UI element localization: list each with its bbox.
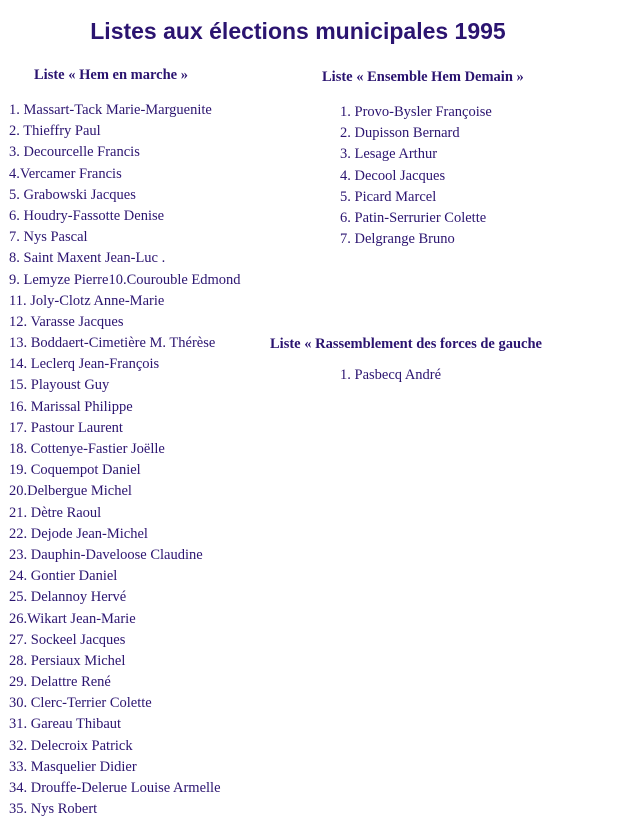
candidate-item: 19. Coquempot Daniel <box>9 462 141 479</box>
candidate-item: 6. Houdry-Fassotte Denise <box>9 207 165 224</box>
candidate-item: 12. Varasse Jacques <box>9 313 124 330</box>
candidate-item: 25. Delannoy Hervé <box>9 589 127 606</box>
candidate-item: 23. Dauphin-Daveloose Claudine <box>9 546 203 563</box>
candidate-item: 28. Persiaux Michel <box>9 652 126 669</box>
candidate-item: 3. Lesage Arthur <box>340 146 438 163</box>
candidate-item: 1. Massart-Tack Marie-Marguenite <box>9 102 212 118</box>
candidate-item: 17. Pastour Laurent <box>9 419 123 436</box>
candidate-item: 15. Playoust Guy <box>9 377 110 394</box>
candidate-item: 30. Clerc-Terrier Colette <box>9 695 152 712</box>
list-heading-rassemblement-forces-gauche: Liste « Rassemblement des forces de gauche <box>270 336 542 352</box>
candidate-item: 16. Marissal Philippe <box>9 398 133 415</box>
candidate-list-hem-en-marche <box>9 100 241 820</box>
candidate-item: 1. Pasbecq André <box>340 367 442 383</box>
candidate-item: 5. Grabowski Jacques <box>9 186 136 203</box>
candidate-item: 1. Provo-Bysler Françoise <box>340 104 492 120</box>
candidate-item: 31. Gareau Thibaut <box>9 716 122 733</box>
candidate-item: 11. Joly-Clotz Anne-Marie <box>9 292 165 309</box>
list-heading-hem-en-marche: Liste « Hem en marche » <box>34 67 188 83</box>
candidate-item: 27. Sockeel Jacques <box>9 631 126 648</box>
candidate-item: 2. Thieffry Paul <box>9 123 101 140</box>
candidate-item: 20.Delbergue Michel <box>9 483 132 500</box>
candidate-item: 32. Delecroix Patrick <box>9 737 133 754</box>
candidate-item: 4.Vercamer Francis <box>9 165 122 182</box>
candidate-item: 22. Dejode Jean-Michel <box>9 525 148 542</box>
candidate-list-rassemblement-forces-gauche <box>340 365 441 386</box>
candidate-item: 9. Lemyze Pierre10.Courouble Edmond <box>9 271 241 288</box>
candidate-item: 34. Drouffe-Delerue Louise Armelle <box>9 780 221 796</box>
candidate-list-ensemble-hem-demain <box>340 102 492 250</box>
candidate-item: 26.Wikart Jean-Marie <box>9 610 136 627</box>
candidate-item: 5. Picard Marcel <box>340 188 437 205</box>
candidate-item: 2. Dupisson Bernard <box>340 125 460 142</box>
candidate-item: 7. Delgrange Bruno <box>340 231 455 248</box>
candidate-item: 14. Leclerq Jean-François <box>9 356 160 373</box>
candidate-item: 35. Nys Robert <box>9 801 98 818</box>
candidate-item: 24. Gontier Daniel <box>9 568 118 585</box>
candidate-item: 4. Decool Jacques <box>340 167 446 184</box>
candidate-item: 7. Nys Pascal <box>9 229 88 246</box>
page-title: Listes aux élections municipales 1995 <box>90 18 506 44</box>
candidate-item: 33. Masquelier Didier <box>9 758 137 775</box>
candidate-item: 13. Boddaert-Cimetière M. Thérèse <box>9 335 216 352</box>
candidate-item: 18. Cottenye-Fastier Joëlle <box>9 441 165 457</box>
candidate-item: 6. Patin-Serrurier Colette <box>340 209 487 226</box>
candidate-item: 3. Decourcelle Francis <box>9 144 140 161</box>
list-heading-ensemble-hem-demain: Liste « Ensemble Hem Demain » <box>322 69 524 85</box>
candidate-item: 8. Saint Maxent Jean-Luc . <box>9 250 166 267</box>
candidate-item: 21. Dètre Raoul <box>9 504 102 521</box>
candidate-item: 29. Delattre René <box>9 674 111 691</box>
